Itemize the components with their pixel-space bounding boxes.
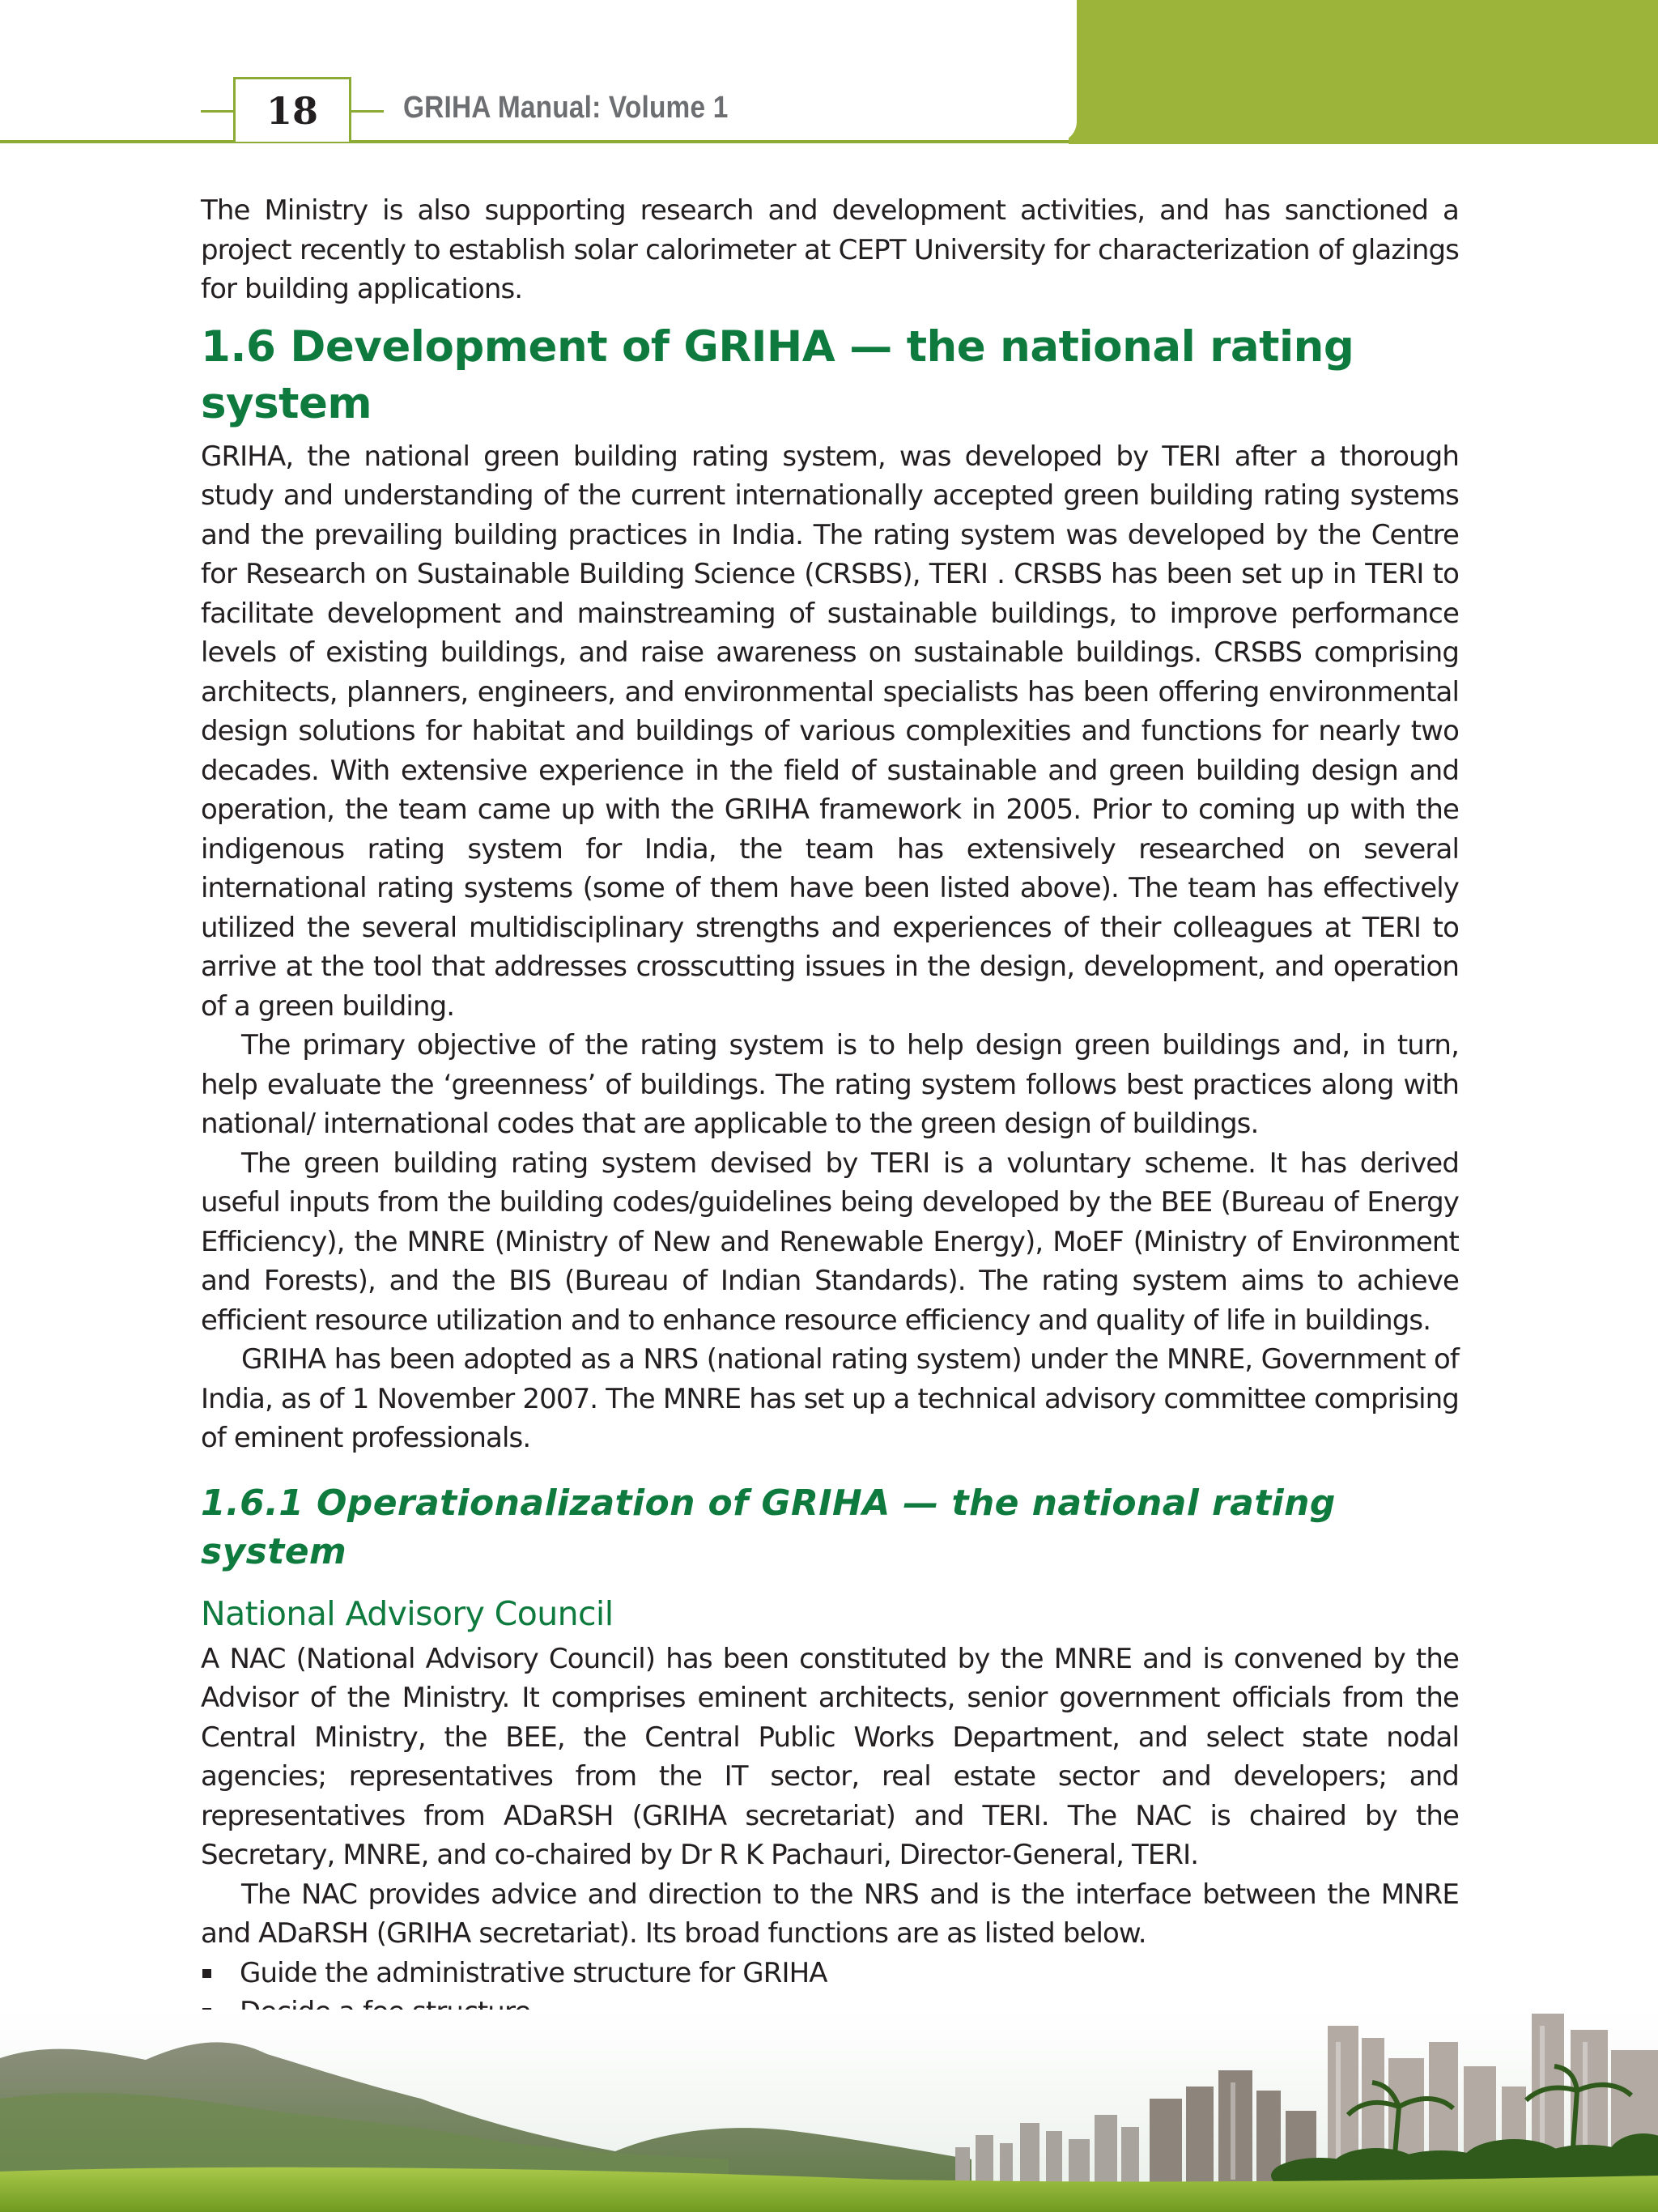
header-rule-left-tick (201, 110, 233, 113)
landscape-illustration (0, 2010, 1658, 2212)
section-paragraph-3: The green building rating system devised by TERI is a voluntary scheme. It has derived useful inputs from the building codes/guidelines being developed by the BEE (Bureau of Energy Efficiency), the MNRE (Ministry of New and Renewable Energy), MoEF (Ministry of Environment and Forests), and the BIS (Bureau of Indian Standards). The rating system aims to achieve efficient resource utilization and to enhance resource efficiency and quality of life in buildings. (201, 1146, 1459, 1337)
section-paragraph-4: GRIHA has been adopted as a NRS (national rating system) under the MNRE, Government of India, as of 1 November 2007. The MNRE has set up a technical advisory committee comprising of eminent professionals. (201, 1343, 1459, 1454)
page-number: 18 (233, 77, 351, 142)
running-title: GRIHA Manual: Volume 1 (403, 91, 729, 125)
section-heading: 1.6 Development of GRIHA — the national rating system (201, 321, 1354, 428)
intro-paragraph: The Ministry is also supporting research and development activities, and has sanctioned a project recently to establish solar calorimeter at CEPT University for characterization of glazings for building applications. (201, 194, 1459, 305)
minor-heading: National Advisory Council (201, 1593, 614, 1633)
footer-landscape-image (0, 2010, 1658, 2212)
page-body (201, 191, 1459, 2150)
section-paragraph-1: GRIHA, the national green building rating system, was developed by TERI after a thorough study and understanding of the current internationally accepted green building rating systems and the prevailing building practices in India. The rating system was developed by the Centre for Research on Sustainable Building Science (CRSBS), TERI . CRSBS has been set up in TERI to facilitate development and mainstreaming of sustainable buildings, to improve performance levels of existing buildings, and raise awareness on sustainable buildings. CRSBS comprising architects, planners, engineers, and environmental specialists has been offering environmental design solutions for habitat and buildings of various complexities and functions for nearly two decades. With extensive experience in the field of sustainable and green building design and operation, the team came up with the GRIHA framework in 2005. Prior to coming up with the indigenous rating system for India, the team has extensively researched on several international rating systems (some of them have been listed above). The team has effectively utilized the several multidisciplinary strengths and experiences of their colleagues at TERI to arrive at the tool that addresses crosscutting issues in the design, development, and operation of a green building. (201, 440, 1459, 1023)
list-item-text: Guide the administrative structure for GRIHA (240, 1956, 827, 1989)
subsection-paragraph-1: A NAC (National Advisory Council) has been constituted by the MNRE and is convened by the Advisor of the Ministry. It comprises eminent architects, senior government officials from the Central Ministry, the BEE, the Central Public Works Department, and select state nodal agencies; representatives from the IT sector, real estate sector and developers; and representatives from ADaRSH (GRIHA secretariat) and TERI. The NAC is chaired by the Secretary, MNRE, and co-chaired by Dr R K Pachauri, Director-General, TERI. (201, 1642, 1459, 1871)
header-green-band (1069, 0, 1658, 144)
square-bullet-icon (202, 1969, 211, 1978)
subsection-heading: 1.6.1 Operationalization of GRIHA — the national rating system (201, 1482, 1336, 1572)
list-item (201, 1954, 1459, 1993)
page-header (0, 0, 1658, 144)
header-rule (0, 140, 1069, 143)
section-paragraph-2: The primary objective of the rating system is to help design green buildings and, in turn, help evaluate the ‘greenness’ of buildings. The rating system follows best practices along with national/ international codes that are applicable to the green design of buildings. (201, 1029, 1459, 1140)
subsection-paragraph-2: The NAC provides advice and direction to the NRS and is the interface between the MNRE and ADaRSH (GRIHA secretariat). Its broad functions are as listed below. (201, 1878, 1459, 1950)
header-rule-right-tick (351, 110, 384, 113)
